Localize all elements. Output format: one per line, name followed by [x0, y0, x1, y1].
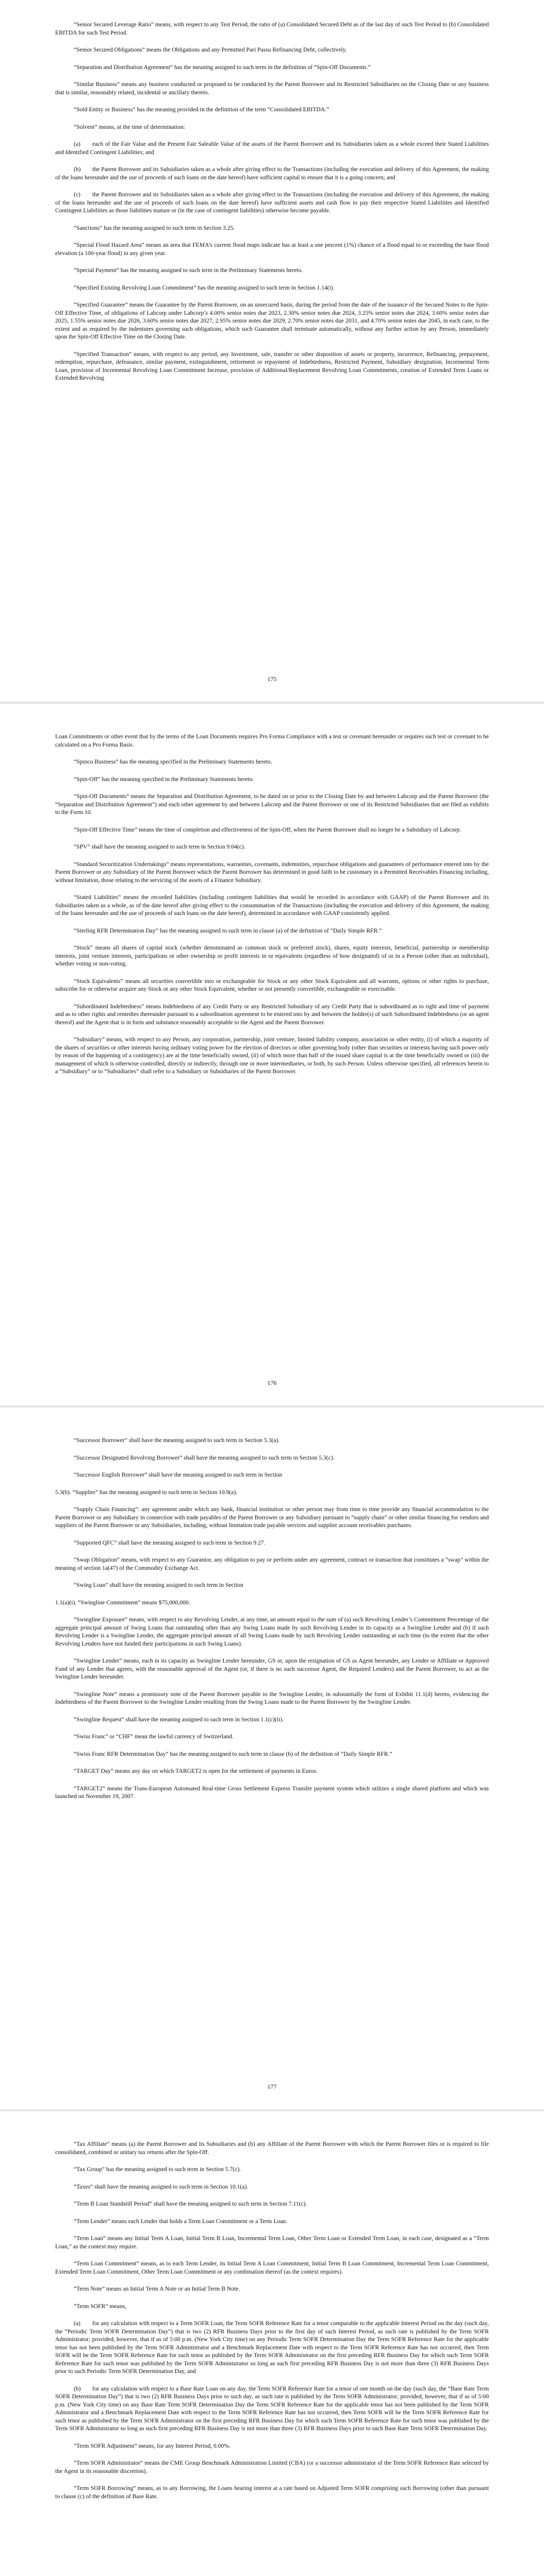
- definition-paragraph: “Taxes” shall have the meaning assigned to such term in Section 10.1(a).: [74, 2183, 249, 2190]
- definition-paragraph: “Subsidiary” means, with respect to any Person, any corporation, partnership, joint venture, limited liability company, association or other entity, (i) of which a majority of the shares of securities or other interests having ordinary voting power for the election of directors or other governing body (other than securities or interests having such power only by reason of the happening of a contingency) are at the time beneficially owned, (ii) of which more than half of the issued share capital is at the time beneficially owned or (iii) the management of which is otherwise controlled, directly or indirectly, through one or more intermediaries, or both, by such Person. Unless otherwise specified, all references herein to a “Subsidiary” or to “Subsidiaries” shall refer to a Subsidiary or Subsidiaries of the Parent Borrower.: [55, 1036, 489, 1075]
- definition-paragraph: “Term B Loan Standstill Period” shall have the meaning assigned to such term in Section 7.11(c).: [74, 2200, 307, 2207]
- definition-paragraph: “Specified Existing Revolving Loan Commitment” has the meaning assigned to such term in Section 1.14(i).: [74, 284, 335, 291]
- definition-paragraph: “Supply Chain Financing”: any agreement under which any bank, financial institution or other person may from time to time provide any financial accommodation to the Parent Borrower or any Subsidiary in connection with trade payables of the Parent Borrower or any Subsidiary pursuant to “supply chain” or other similar financing for vendors and suppliers of the Parent Borrower or any Subsidiaries, including, without limitation trade payable services and supplier account receivables purchases.: [55, 1506, 489, 1529]
- page-body: [55, 733, 489, 1076]
- definition-paragraph: “Specified Guarantee” means the Guarantee by the Parent Borrower, on an unsecured basis, during the period from the date of the issuance of the Secured Notes to the Spin-Off Effective Time, of obligations of Labcorp under Labcorp’s 4.00% senior notes due 2023, 2.30% senior notes due 2024, 3.25% senior notes due 2024, 3.60% senior notes due 2025, 1.55% senior notes due 2026, 3.60% senior notes due 2027, 2.95% senior notes due 2029, 2.70% senior notes due 2031, and 4.70% senior notes due 2045, in each case, to the extent and as required by the indentures governing such obligations, which such Guarantee shall terminate automatically, without any further action by any Person, immediately upon the Spin-Off Effective Time on the Closing Date.: [55, 301, 489, 340]
- definition-paragraph: “Spin-Off Effective Time” means the time of completion and effectiveness of the Spin-Off, when the Parent Borrower shall no longer be a Subsidiary of Labcorp.: [74, 826, 461, 833]
- definition-paragraph: “TARGET Day” means any day on which TARGET2 is open for the settlement of payments in Euros.: [74, 1768, 318, 1774]
- subclause-number: (b): [74, 2385, 81, 2392]
- definition-paragraph: “SPV” shall have the meaning assigned to such term in Section 9.04(c).: [74, 843, 245, 850]
- definition-paragraph: “Spinco Business” has the meaning specified in the Preliminary Statements hereto.: [74, 758, 272, 765]
- definition-paragraph: “Term SOFR” means,: [74, 2302, 126, 2310]
- definition-paragraph: “Term SOFR Administrator” means the CME Group Benchmark Administration Limited (CBA) (or a successor administrator of the Term SOFR Reference Rate selected by the Agent in its reasonable discretion).: [55, 2460, 489, 2475]
- definition-paragraph: “Term SOFR Adjustment” means, for any Interest Period, 0.00%.: [74, 2442, 230, 2449]
- subclause-text: the Parent Borrower and its Subsidiaries taken as a whole after giving effect to the Transactions (including the execution and delivery of this Agreement, the making of the loans hereunder and the use of proceeds of such loans on the date hereof) have sufficient capital to ensure that it is a going concern; and: [55, 166, 489, 181]
- definition-paragraph: “Tax Group” has the meaning assigned to such term in Section 5.7(c).: [74, 2166, 241, 2173]
- definition-paragraph: “Swap Obligation” means, with respect to any Guarantor, any obligation to pay or perform under any agreement, contract or transaction that constitutes a “swap” within the meaning of section 1a(47) of the Commodity Exchange Act.: [55, 1556, 489, 1571]
- definition-paragraph: “Successor Designated Revolving Borrower” shall have the meaning assigned to such term in Section 5.3(c).: [74, 1454, 335, 1461]
- document-page-178: [0, 2111, 544, 2576]
- document-page-176: [0, 704, 544, 1405]
- definition-paragraph: “Term SOFR Borrowing” means, as to any Borrowing, the Loans bearing interest at a rate based on Adjusted Term SOFR comprising such Borrowing (other than pursuant to clause (c) of the definition of Base Rate.: [55, 2485, 489, 2500]
- page-number: 175: [267, 675, 277, 683]
- definition-subclause: [55, 191, 489, 215]
- definition-paragraph: 5.3(b). “Supplier” has the meaning assigned to such term in Section 10.9(a).: [55, 1488, 238, 1496]
- definition-paragraph: “Swingline Lender” means, each in its capacity as Swingline Lender hereunder, GS or, upon the resignation of GS as Agent hereunder, any Lender or Affiliate or Approved Fund of any Lender that agrees, with the reasonable approval of the Agent (or, if there is no such successor Agent, the Required Lenders) and the Parent Borrower, to act as the Swingline Lender hereunder.: [55, 1657, 489, 1680]
- definition-paragraph: “Separation and Distribution Agreement” has the meaning assigned to such term in the definition of “Spin-Off Documents.”: [74, 63, 371, 71]
- page-number: 177: [267, 2083, 277, 2090]
- definition-paragraph: “Swiss Franc” or “CHF” mean the lawful currency of Switzerland.: [74, 1733, 234, 1740]
- definition-paragraph: “Supported QFC” shall have the meaning assigned to such term in Section 9.27.: [74, 1539, 266, 1546]
- definition-paragraph: “Spin-Off Documents” means the Separation and Distribution Agreement, to be dated on or prior to the Closing Date by and between Labcorp and the Parent Borrower (the “Separation and Distribution Agreement”) and each other agreement by and between Labcorp and the Parent Borrower or one of its Restricted Subsidiaries that are filed as exhibits to the Form 10.: [55, 793, 489, 816]
- definition-paragraph: “Spin-Off” has the meaning specified in the Preliminary Statements hereto.: [74, 775, 254, 783]
- document-page-177: [0, 1408, 544, 2109]
- definition-paragraph: 1.1(a)(i). “Swingline Commitment” means $75,000,000.: [55, 1599, 190, 1606]
- definition-subclause: [55, 2319, 489, 2376]
- definition-paragraph: “Stock Equivalents” means all securities convertible into or exchangeable for Stock or any other Stock Equivalent and all warrants, options or other rights to purchase, subscribe for or otherwise acquire any Stock or any other Stock Equivalent, whether or not presently convertible, exchangeable or exercisable.: [55, 977, 489, 992]
- subclause-number: (a): [74, 2320, 80, 2327]
- definition-paragraph: “Tax Affiliate” means (a) the Parent Borrower and its Subsidiaries and (b) any Affiliate of the Parent Borrower with which the Parent Borrower files or is required to file consolidated, combined or unitary tax returns after the Spin-Off.: [55, 2141, 489, 2156]
- definition-paragraph: “Successor English Borrower” shall have the meaning assigned to such term in Section: [74, 1471, 283, 1478]
- definition-paragraph: “Swing Loan” shall have the meaning assigned to such term in Section: [74, 1582, 243, 1588]
- definition-paragraph: “Successor Borrower” shall have the meaning assigned to such term in Section 5.3(a).: [74, 1437, 280, 1444]
- subclause-text: for any calculation with respect to a Term SOFR Loan, the Term SOFR Reference Rate for a tenor comparable to the applicable Interest Period on the day (such day, the “Periodic Term SOFR Determination Day”) that is two (2) RFR Business Days prior to the first day of such Interest Period, as such rate is published by the Term SOFR Administrator; provided, however, that if as of 5:00 p.m. (New York City time) on any Periodic Term SOFR Determination Day the Term SOFR Reference Rate for the applicable tenor has not been published by the Term SOFR Administrator and a Benchmark Replacement Date with respect to the Term SOFR Reference Rate has not occurred, then Term SOFR will be the Term SOFR Reference Rate for such tenor as published by the Term SOFR Administrator on the first preceding RFR Business Day for which such Term SOFR Reference Rate for such tenor was published by the Term SOFR Administrator so long as such first preceding RFR Business Day is not more than three (3) RFR Business Days prior to such Periodic Term SOFR Determination Day, and: [55, 2320, 489, 2375]
- definition-paragraph: “Standard Securitization Undertakings” means representations, warranties, covenants, indemnities, repurchase obligations and guarantees of performance entered into by the Parent Borrower or any Subsidiary of the Parent Borrower which the Parent Borrower has determined in good faith to be customary in a Permitted Receivables Financing including, without limitation, those relating to the servicing of the assets of a Finance Subsidiary.: [55, 860, 489, 884]
- document-page-175: [0, 0, 544, 702]
- definition-paragraph: “Special Payment” has the meaning assigned to such term in the Preliminary Statements hereto.: [74, 267, 303, 274]
- definition-paragraph: “Term Loan Commitment” means, as to each Term Lender, its Initial Term A Loan Commitment, Initial Term B Loan Commitment, Incremental Term Loan Commitment, Extended Term Loan Commitment, Other Term Loan Commitment or any combination thereof (as the context requires).: [55, 2260, 489, 2275]
- definition-paragraph: “Sanctions” has the meaning assigned to such term in Section 3.25.: [74, 224, 235, 231]
- definition-subclause: [55, 165, 489, 181]
- page-body: [55, 1436, 489, 1801]
- definition-paragraph: “Term Loan” means any Initial Term A Loan, Initial Term B Loan, Incremental Term Loan, Other Term Loan or Extended Term Loan, in each case, designated as a “Term Loan,” as the context may require.: [55, 2235, 489, 2250]
- definition-paragraph: “Stock” means all shares of capital stock (whether denominated as common stock or preferred stock), shares, equity interests, beneficial, partnership or membership interests, joint venture interests, participations or other ownership or profit interests in or equivalents (regardless of how designated) of or in a Person (other than an individual), whether voting or non-voting.: [55, 944, 489, 967]
- definition-paragraph: “Solvent” means, at the time of determination:: [74, 123, 186, 130]
- page-body: [55, 2140, 489, 2500]
- subclause-text: for any calculation with respect to a Base Rate Loan on any day, the Term SOFR Reference Rate for a tenor of one month on the day (such day, the “Base Rate Term SOFR Determination Day”) that is two (2) RFR Business Days prior to such day, as such rate is published by the Term SOFR Administrator; provided, however, that if as of 5:00 p.m. (New York City time) on any Base Rate Term SOFR Determination Day the Term SOFR Reference Rate for the applicable tenor has not been published by the Term SOFR Administrator and a Benchmark Replacement Date with respect to the Term SOFR Reference Rate has not occurred, then Term SOFR will be the Term SOFR Reference Rate for such tenor as published by the Term SOFR Administrator on the first preceding RFR Business Day for which such Term SOFR Reference Rate for such tenor was published by the Term SOFR Administrator so long as such first preceding RFR Business Day is not more than three (3) RFR Business Days prior to such Base Rate Term SOFR Determination Day.: [55, 2385, 489, 2432]
- definition-paragraph: “Similar Business” means any business conducted or proposed to be conducted by the Parent Borrower and its Restricted Subsidiaries on the Closing Date or any business that is similar, reasonably related, incidental or ancillary thereto.: [55, 81, 489, 96]
- subclause-number: (c): [74, 191, 80, 198]
- definition-paragraph: “TARGET2” means the Trans-European Automated Real-time Gross Settlement Express Transfer payment system which utilizes a single shared platform and which was launched on November 19, 2007.: [55, 1785, 489, 1800]
- definition-paragraph: Loan Commitments or other event that by the terms of the Loan Documents requires Pro Forma Compliance with a test or covenant hereunder or requires such test or covenant to be calculated on a Pro Forma Basis.: [55, 733, 489, 748]
- definition-paragraph: “Term Lender” means each Lender that holds a Term Loan Commitment or a Term Loan.: [74, 2217, 288, 2225]
- definition-paragraph: “Senior Secured Leverage Ratio” means, with respect to any Test Period, the ratio of (a) Consolidated Secured Debt as of the last day of such Test Period to (b) Consolidated EBITDA for such Test Period.: [55, 21, 489, 36]
- definition-paragraph: “Specified Transaction” means, with respect to any period, any Investment, sale, transfer or other disposition of assets or property, incurrence, Refinancing, prepayment, redemption, repurchase, defeasance, similar payment, extinguishment, retirement or repayment of Indebtedness, Restricted Payment, Subsidiary designation, Incremental Term Loan, provision of Incremental Revolving Loan Commitment Increase, provision of Additional/Replacement Revolving Loan Commitments, creation of Extended Term Loans or Extended Revolving: [55, 350, 489, 381]
- definition-paragraph: “Senior Secured Obligations” means the Obligations and any Permitted Pari Passu Refinancing Debt, collectively.: [74, 46, 347, 53]
- definition-subclause: [55, 140, 489, 156]
- subclause-number: (a): [74, 141, 80, 147]
- definition-paragraph: “Stated Liabilities” means the recorded liabilities (including contingent liabilities that would be recorded in accordance with GAAP) of the Parent Borrower and its Subsidiaries taken as a whole, as of the date hereof after giving effect to the consummation of the Transactions (including the execution and delivery of this Agreement, the making of the loans hereunder and the use of proceeds of such loans on the date hereof), determined in accordance with GAAP consistently applied.: [55, 894, 489, 917]
- definition-paragraph: “Swingline Note” means a promissory note of the Parent Borrower payable to the Swingline Lender, in substantially the form of Exhibit 11.1(d) hereto, evidencing the Indebtedness of the Parent Borrower to the Swingline Lender resulting from the Swing Loans made to the Parent Borrower by the Swingline Lender.: [55, 1690, 489, 1705]
- definition-paragraph: “Subordinated Indebtedness” means Indebtedness of any Credit Party or any Restricted Subsidiary of any Credit Party that is subordinated as to right and time of payment and as to other rights and remedies thereunder pursuant to a subordination agreement to be entered into by and between the holder(s) of such Subordinated Indebtedness (or an agent thereof) and the Agent that is in form and substance reasonably acceptable to the Agent and the Parent Borrower.: [55, 1003, 489, 1026]
- definition-paragraph: “Special Flood Hazard Area” means an area that FEMA’s current flood maps indicate has at least a one percent (1%) chance of a flood equal to or exceeding the base flood elevation (a 100-year flood) in any given year.: [55, 242, 489, 257]
- definition-paragraph: “Swiss Franc RFR Determination Day” has the meaning assigned to such term in clause (b) of the definition of “Daily Simple RFR.”: [74, 1750, 392, 1757]
- definition-paragraph: “Sterling RFR Determination Day” has the meaning assigned to such term in clause (a) of the definition of “Daily Simple RFR.”: [74, 927, 382, 934]
- page-body: [55, 21, 489, 382]
- definition-paragraph: “Swingline Request” shall have the meaning assigned to such term in Section 1.1(c)(ii).: [74, 1716, 284, 1723]
- definition-paragraph: “Term Note” means an Initial Term A Note or an Initial Term B Note.: [74, 2285, 240, 2292]
- subclause-number: (b): [74, 166, 81, 173]
- definition-paragraph: “Swingline Exposure” means, with respect to any Revolving Lender, at any time, an amount equal to the sum of (a) such Revolving Lender’s Commitment Percentage of the aggregate principal amount of Swing Loans that outstanding other than any Swing Loans made by such Revolving Lender in its capacity as a Swingline Lender and (b) if such Revolving Lender is a Swingline Lender, the aggregate principal amount of all Swing Loans made by such Revolving Lender outstanding at such time (to the extent that the other Revolving Lenders have not funded their participations in such Swing Loans).: [55, 1616, 489, 1647]
- definition-paragraph: “Sold Entity or Business” has the meaning provided in the definition of the term “Consolidated EBITDA.”: [74, 106, 329, 113]
- subclause-text: each of the Fair Value and the Present Fair Saleable Value of the assets of the Parent Borrower and its Subsidiaries taken as a whole exceed their Stated Liabilities and Identified Contingent Liabilities; and: [55, 141, 489, 156]
- subclause-text: the Parent Borrower and its Subsidiaries taken as a whole after giving effect to the Transactions (including the execution and delivery of this Agreement, the making of the loans hereunder and the use of proceeds of such loans on the date hereof) have sufficient assets and cash flow to pay their respective Stated Liabilities and Identified Contingent Liabilities as those liabilities mature or (in the case of contingent liabilities) otherwise become payable.: [55, 191, 489, 214]
- definition-subclause: [55, 2385, 489, 2433]
- page-number: 176: [267, 1379, 277, 1386]
